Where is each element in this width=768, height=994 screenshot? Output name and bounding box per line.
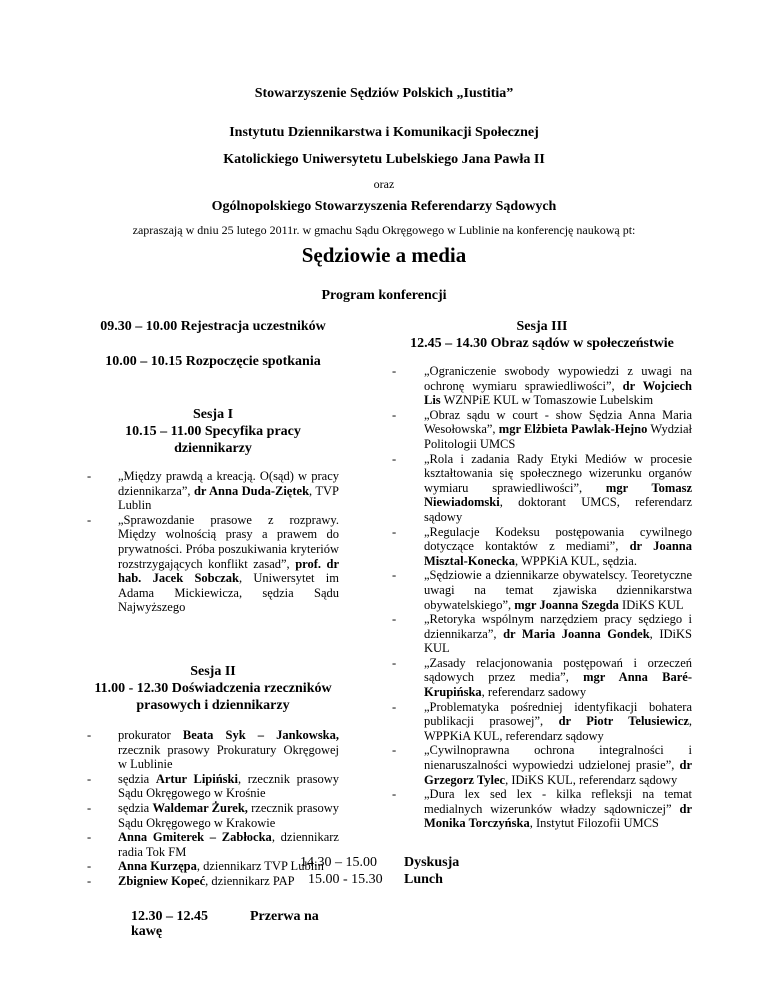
speaker-name: dr Wojciech Lis <box>424 378 692 408</box>
item-text: , IDiKS KUL, referendarz sądowy <box>505 772 678 787</box>
session-3-title: 12.45 – 14.30 Obraz sądów w społeczeństwie <box>410 336 674 351</box>
item-text: „Sprawozdanie prasowe z rozprawy. Między wolnością prasy a prawem do prywatności. Próba poszukiwania kryteriów rozstrzygających konflikt zasad”, <box>118 512 339 571</box>
session-1-list <box>87 469 339 615</box>
item-text: rzecznik prasowy Prokuratury Okręgowej w Lublinie <box>118 742 339 772</box>
item-text: „Problematyka pośredniej identyfikacji bohatera publikacji prasowej”, <box>424 699 692 729</box>
speaker-name: Anna Gmiterek – Zabłocka <box>118 830 272 845</box>
item-text: „Rola i zadania Rady Etyki Mediów w procesie kształtowania się społecznego wizerunku organów wymiaru sprawiedliwości”, <box>424 451 692 495</box>
list-item <box>392 612 692 656</box>
closing-row <box>300 854 459 871</box>
item-text: „Zasady relacjonowania postępowań i orzeczeń sądowych przez media”, <box>424 655 692 685</box>
list-item <box>87 728 339 772</box>
session-3 <box>392 318 692 831</box>
item-text: „Retoryka wspólnym narzędziem pracy sędziego i dziennikarza”, <box>424 612 692 641</box>
list-item <box>392 743 692 787</box>
list-item <box>87 772 339 801</box>
item-text: , TVP Lublin <box>118 483 339 513</box>
item-text: sędzia <box>118 800 153 815</box>
session-1-label: Sesja I <box>192 407 234 422</box>
item-text: , Uniwersytet im Adama Mickiewicza, sędzia Sądu Najwyższego <box>118 571 340 615</box>
item-text: , IDiKS KUL <box>424 626 692 656</box>
registration-line: 09.30 – 10.00 Rejestracja uczestników <box>100 319 326 334</box>
page-title: Sędziowie a media <box>301 243 467 267</box>
session-1-title: 10.15 – 11.00 Specyfika pracy dziennikarzy <box>125 424 301 456</box>
speaker-name: prof. dr hab. Jacek Sobczak <box>118 556 339 586</box>
item-text: sędzia <box>118 771 156 786</box>
speaker-name: mgr Tomasz Niewiadomski <box>424 480 692 510</box>
speaker-name: Anna Kurzępa <box>118 859 197 874</box>
session-3-list <box>392 364 692 831</box>
item-text: , WPPKiA KUL, referendarz sądowy <box>424 714 692 743</box>
item-text: , dziennikarz radia Tok FM <box>118 830 339 859</box>
closing-row <box>300 871 459 888</box>
speaker-name: Artur Lipiński <box>155 771 238 786</box>
closing-time: 15.00 - 15.30 <box>308 872 383 887</box>
list-item <box>392 700 692 744</box>
item-text: „Dura lex sed lex - kilka refleksji na temat medialnych wizerunków władzy sądowniczej” <box>424 787 692 816</box>
program-heading: Program konferencji <box>321 288 447 303</box>
speaker-name: dr Joanna Misztal-Konecka <box>424 539 692 568</box>
left-column <box>87 318 339 940</box>
list-item <box>392 364 692 408</box>
session-2-label: Sesja II <box>190 663 236 679</box>
item-text: , Instytut Filozofii UMCS <box>529 816 659 831</box>
speaker-name: dr Maria Joanna Gondek <box>503 626 650 641</box>
speaker-name: Beata Syk – Jankowska, <box>182 727 340 742</box>
speaker-name: dr Piotr Telusiewicz <box>558 714 689 729</box>
session-3-label: Sesja III <box>516 319 568 334</box>
item-text: , rzecznik prasowy Sądu Okręgowego w Krośnie <box>118 771 340 801</box>
item-text: WZNPiE KUL w Tomaszowie Lubelskim <box>440 393 654 408</box>
organizer-4: Ogólnopolskiego Stowarzyszenia Referendarzy Sądowych <box>211 199 557 214</box>
list-item <box>392 525 692 569</box>
break-label: Przerwa na kawę <box>131 909 319 940</box>
speaker-name: mgr Joanna Szegda <box>514 597 619 612</box>
closing-label: Dyskusja <box>404 855 460 870</box>
organizer-1: Stowarzyszenie Sędziów Polskich „Iustitia” <box>254 86 514 101</box>
session-1 <box>87 406 339 615</box>
speaker-name: dr Anna Duda-Ziętek <box>193 483 310 498</box>
speaker-name: Waldemar Żurek, <box>152 800 248 815</box>
item-text: „Obraz sądu w court - show Sędzia Anna Maria Wesołowska”, <box>424 407 692 437</box>
organizer-3: Katolickiego Uniwersytetu Lubelskiego Jana Pawła II <box>223 152 545 167</box>
organizer-2: Instytutu Dziennikarstwa i Komunikacji Społecznej <box>229 125 539 140</box>
break-time: 12.30 – 12.45 <box>131 909 208 925</box>
speaker-name: mgr Elżbieta Pawlak-Hejno <box>498 422 648 437</box>
item-text: „Cywilnoprawna ochrona integralności i nienaruszalności wypowiedzi udzielonej prasie”, <box>424 743 692 773</box>
speaker-name: Zbigniew Kopeć <box>118 873 206 888</box>
closing-label: Lunch <box>404 872 443 887</box>
coffee-break <box>87 910 339 939</box>
item-text: „Sędziowie a dziennikarze obywatelscy. Teoretyczne uwagi na temat zjawiska dziennikarstwa obywatelskiego”, <box>424 568 692 612</box>
item-text: , referendarz sadowy <box>481 685 587 700</box>
list-item <box>392 452 692 525</box>
speaker-name: dr Grzegorz Tylec <box>424 758 692 787</box>
item-text: , doktorant UMCS, referendarz sądowy <box>424 495 692 524</box>
item-text: IDiKS KUL <box>618 597 684 612</box>
invitation-text: zapraszają w dniu 25 lutego 2011r. w gmachu Sądu Okręgowego w Lublinie na konferencję naukową pt: <box>132 223 636 237</box>
item-text: „Ograniczenie swobody wypowiedzi z uwagi na ochronę wymiaru sprawiedliwości”, <box>424 364 692 393</box>
item-text: , dziennikarz PAP <box>205 873 295 888</box>
speaker-name: mgr Anna Baré-Krupińska <box>424 670 692 700</box>
item-text: „Regulacje Kodeksu postępowania cywilnego dotyczące kontaktów z mediami”, <box>424 524 692 554</box>
speaker-name: dr Monika Torczyńska <box>424 801 692 831</box>
list-item <box>87 801 339 830</box>
item-text: , WPPKiA KUL, sędzia. <box>514 553 637 568</box>
closing-time: 14.30 – 15.00 <box>300 855 377 870</box>
list-item <box>392 787 692 831</box>
item-text: rzecznik prasowy Sądu Okręgowego w Krakowie <box>118 800 339 830</box>
item-text: „Między prawdą a kreacją. O(sąd) w pracy dziennikarza”, <box>118 469 339 498</box>
opening-line: 10.00 – 10.15 Rozpoczęcie spotkania <box>105 354 321 369</box>
session-2-title: 11.00 - 12.30 Doświadczenia rzeczników prasowych i dziennikarzy <box>94 680 332 713</box>
list-item <box>392 408 692 452</box>
item-text: Wydział Politologii UMCS <box>424 422 692 451</box>
item-text: , dziennikarz TVP Lublin <box>196 859 324 874</box>
right-column <box>392 318 692 831</box>
list-item <box>392 568 692 612</box>
list-item <box>392 656 692 700</box>
conjunction: oraz <box>373 177 395 191</box>
list-item <box>87 469 339 513</box>
item-text: prokurator <box>118 727 183 742</box>
closing-schedule <box>300 854 459 888</box>
list-item <box>87 513 339 615</box>
